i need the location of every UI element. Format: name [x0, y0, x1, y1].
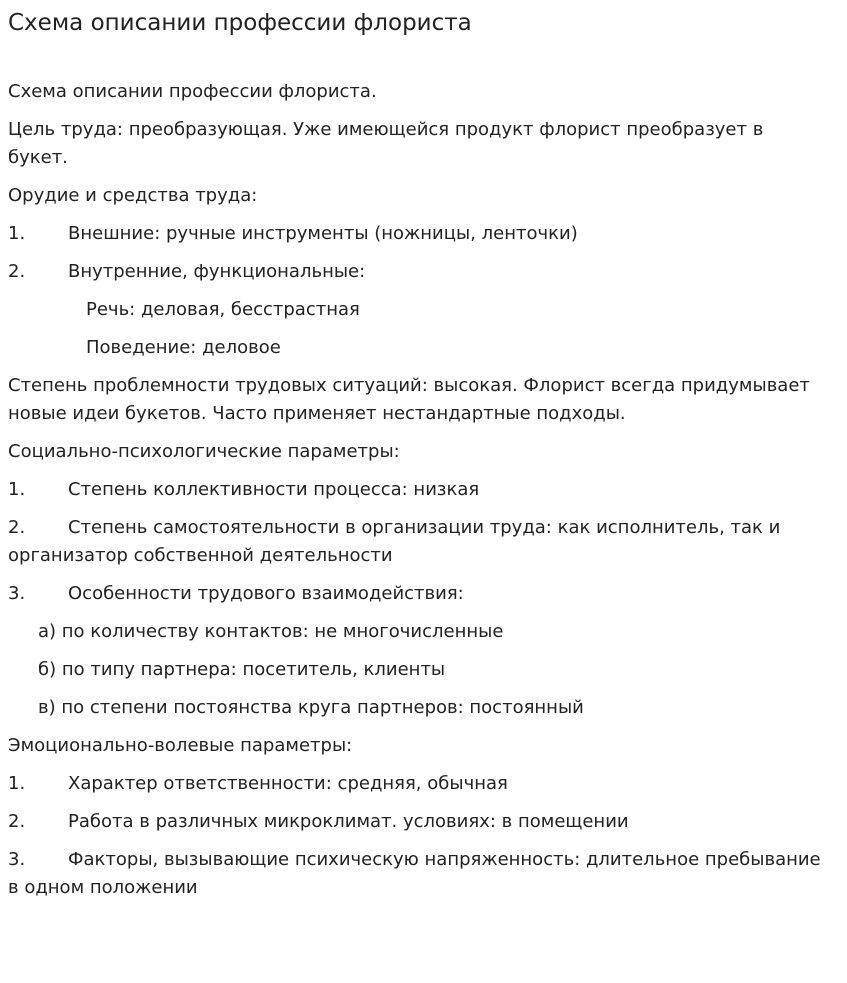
list-text: Внешние: ручные инструменты (ножницы, ленточки) [68, 223, 578, 244]
list-number: 1. [8, 773, 26, 794]
list-number: 2. [8, 517, 26, 538]
list-number: 3. [8, 583, 26, 604]
list-item [8, 514, 828, 570]
list-text: Внутренние, функциональные: [68, 261, 366, 282]
list-item [8, 770, 828, 798]
list-text: Характер ответственности: средняя, обычная [68, 773, 508, 794]
page-title: Схема описании профессии флориста [8, 10, 472, 36]
list-text: Факторы, вызывающие психическую напряженность: длительное пребывание в одном положении [8, 849, 821, 898]
tools-heading: Орудие и средства труда: [8, 185, 258, 206]
sub-item: Речь: деловая, бесстрастная [86, 299, 360, 320]
sub-item: б) по типу партнера: посетитель, клиенты [38, 659, 446, 680]
list-text: Особенности трудового взаимодействия: [68, 583, 464, 604]
sub-item: в) по степени постоянства круга партнеров: постоянный [38, 697, 584, 718]
intro-paragraph: Схема описании профессии флориста. [8, 81, 377, 102]
list-number: 2. [8, 811, 26, 832]
list-number: 3. [8, 849, 26, 870]
list-item [8, 258, 828, 286]
emotional-heading: Эмоционально-волевые параметры: [8, 735, 353, 756]
list-text: Работа в различных микроклимат. условиях: в помещении [68, 811, 629, 832]
list-item [8, 220, 828, 248]
problem-paragraph: Степень проблемности трудовых ситуаций: высокая. Флорист всегда придумывает новые идеи букетов. Часто применяет нестандартные подходы. [8, 375, 810, 424]
list-item [8, 808, 828, 836]
list-number: 2. [8, 261, 26, 282]
sub-item: Поведение: деловое [86, 337, 281, 358]
social-heading: Социально-психологические параметры: [8, 441, 400, 462]
list-item [8, 476, 828, 504]
list-item [8, 846, 828, 902]
list-number: 1. [8, 223, 26, 244]
document-body [8, 78, 827, 902]
list-text: Степень коллективности процесса: низкая [68, 479, 480, 500]
list-text: Степень самостоятельности в организации труда: как исполнитель, так и организатор собственной деятельности [8, 517, 781, 566]
goal-paragraph: Цель труда: преобразующая. Уже имеющейся продукт флорист преобразует в букет. [8, 119, 764, 168]
sub-item: а) по количеству контактов: не многочисленные [38, 621, 504, 642]
list-number: 1. [8, 479, 26, 500]
list-item [8, 580, 828, 608]
